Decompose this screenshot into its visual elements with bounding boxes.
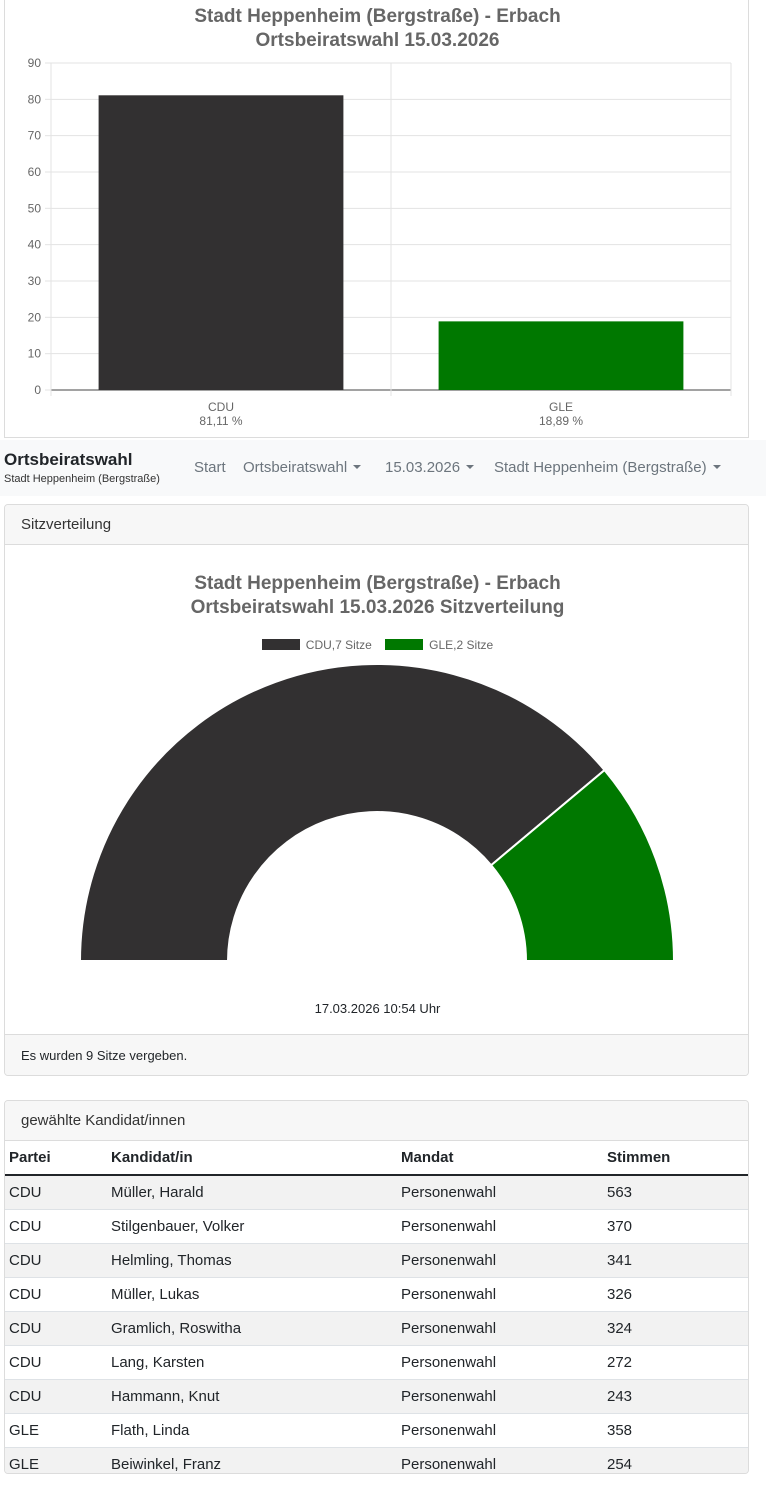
table-row [5, 1448, 748, 1475]
cell-kandidat: Helmling, Thomas [107, 1244, 397, 1278]
table-row [5, 1346, 748, 1380]
navbar [0, 440, 766, 496]
cell-stimmen: 243 [603, 1380, 748, 1414]
cell-kandidat: Müller, Lukas [107, 1278, 397, 1312]
cell-stimmen: 324 [603, 1312, 748, 1346]
cell-mandat: Personenwahl [397, 1210, 603, 1244]
cell-partei: CDU [5, 1380, 107, 1414]
legend-item-gle[interactable]: GLE,2 Sitze [385, 638, 493, 652]
cell-partei: CDU [5, 1312, 107, 1346]
seat-timestamp: 17.03.2026 10:54 Uhr [314, 1001, 441, 1016]
seat-chart-subtitle: Ortsbeiratswahl 15.03.2026 Sitzverteilung [190, 597, 565, 618]
y-tick-label: 10 [27, 346, 41, 361]
caret-down-icon [713, 465, 721, 469]
y-tick-label: 60 [27, 165, 41, 179]
table-row [5, 1380, 748, 1414]
cell-partei: CDU [5, 1346, 107, 1380]
y-tick-label: 20 [27, 310, 41, 325]
table-row [5, 1244, 748, 1278]
caret-down-icon [466, 465, 474, 469]
candidates-header: gewählte Kandidat/innen [5, 1101, 748, 1141]
cell-partei: CDU [5, 1175, 107, 1210]
cell-stimmen: 341 [603, 1244, 748, 1278]
seat-chart-legend [5, 638, 749, 652]
bar-chart-title: Stadt Heppenheim (Bergstraße) - Erbach [194, 6, 561, 27]
cell-partei: GLE [5, 1414, 107, 1448]
cell-kandidat: Hammann, Knut [107, 1380, 397, 1414]
y-tick-label: 90 [27, 56, 41, 70]
cell-partei: CDU [5, 1244, 107, 1278]
legend-swatch [385, 639, 423, 650]
caret-down-icon [353, 465, 361, 469]
cell-mandat: Personenwahl [397, 1346, 603, 1380]
table-row [5, 1278, 748, 1312]
cell-stimmen: 563 [603, 1175, 748, 1210]
cell-stimmen: 326 [603, 1278, 748, 1312]
cell-mandat: Personenwahl [397, 1278, 603, 1312]
bar-cdu[interactable] [99, 95, 344, 390]
cell-kandidat: Lang, Karsten [107, 1346, 397, 1380]
y-tick-label: 80 [27, 92, 41, 107]
cell-mandat: Personenwahl [397, 1414, 603, 1448]
seat-distribution-card [4, 504, 749, 1076]
cell-partei: GLE [5, 1448, 107, 1475]
cell-mandat: Personenwahl [397, 1448, 603, 1475]
y-tick-label: 50 [27, 201, 41, 216]
column-header-partei: Partei [5, 1141, 107, 1175]
cell-partei: CDU [5, 1210, 107, 1244]
cell-mandat: Personenwahl [397, 1380, 603, 1414]
table-row [5, 1175, 748, 1210]
bar-chart [5, 0, 750, 438]
legend-swatch [262, 639, 300, 650]
cell-kandidat: Müller, Harald [107, 1175, 397, 1210]
vote-share-chart-card [4, 0, 749, 438]
nav-item-date-dropdown[interactable]: 15.03.2026 [385, 459, 474, 476]
cell-stimmen: 254 [603, 1448, 748, 1475]
seat-distribution-header: Sitzverteilung [5, 505, 748, 545]
legend-item-cdu[interactable]: CDU,7 Sitze [262, 638, 372, 652]
cell-kandidat: Flath, Linda [107, 1414, 397, 1448]
nav-item-wahl-dropdown[interactable]: Ortsbeiratswahl [243, 459, 361, 476]
y-tick-label: 40 [27, 237, 41, 252]
cell-kandidat: Beiwinkel, Franz [107, 1448, 397, 1475]
bar-gle[interactable] [439, 321, 684, 390]
cell-kandidat: Stilgenbauer, Volker [107, 1210, 397, 1244]
cell-mandat: Personenwahl [397, 1244, 603, 1278]
y-tick-label: 0 [34, 383, 41, 397]
cell-stimmen: 358 [603, 1414, 748, 1448]
seat-chart [5, 655, 749, 985]
x-tick-sublabel: 18,89 % [538, 414, 584, 428]
cell-mandat: Personenwahl [397, 1312, 603, 1346]
cell-kandidat: Gramlich, Roswitha [107, 1312, 397, 1346]
cell-stimmen: 272 [603, 1346, 748, 1380]
y-tick-label: 70 [27, 128, 41, 143]
seat-chart-title: Stadt Heppenheim (Bergstraße) - Erbach [194, 573, 561, 594]
x-tick-label: GLE [548, 400, 574, 414]
bar-chart-subtitle: Ortsbeiratswahl 15.03.2026 [255, 30, 500, 51]
nav-item-start[interactable]: Start [194, 459, 226, 476]
table-header-row [5, 1141, 748, 1175]
column-header-mandat: Mandat [397, 1141, 603, 1175]
cell-stimmen: 370 [603, 1210, 748, 1244]
column-header-stimmen: Stimmen [603, 1141, 748, 1175]
seat-distribution-footer: Es wurden 9 Sitze vergeben. [5, 1034, 748, 1075]
table-row [5, 1414, 748, 1448]
cell-mandat: Personenwahl [397, 1175, 603, 1210]
x-tick-sublabel: 81,11 % [199, 414, 243, 428]
candidates-table [5, 1141, 748, 1474]
candidates-card [4, 1100, 749, 1474]
table-row [5, 1210, 748, 1244]
cell-partei: CDU [5, 1278, 107, 1312]
column-header-kandidat: Kandidat/in [107, 1141, 397, 1175]
navbar-brand-subtitle: Stadt Heppenheim (Bergstraße) [4, 473, 160, 485]
y-tick-label: 30 [27, 274, 41, 288]
x-tick-label: CDU [208, 400, 234, 414]
nav-item-gebiet-dropdown[interactable]: Stadt Heppenheim (Bergstraße) [494, 459, 721, 476]
table-row [5, 1312, 748, 1346]
navbar-brand[interactable]: Ortsbeiratswahl [4, 450, 133, 469]
